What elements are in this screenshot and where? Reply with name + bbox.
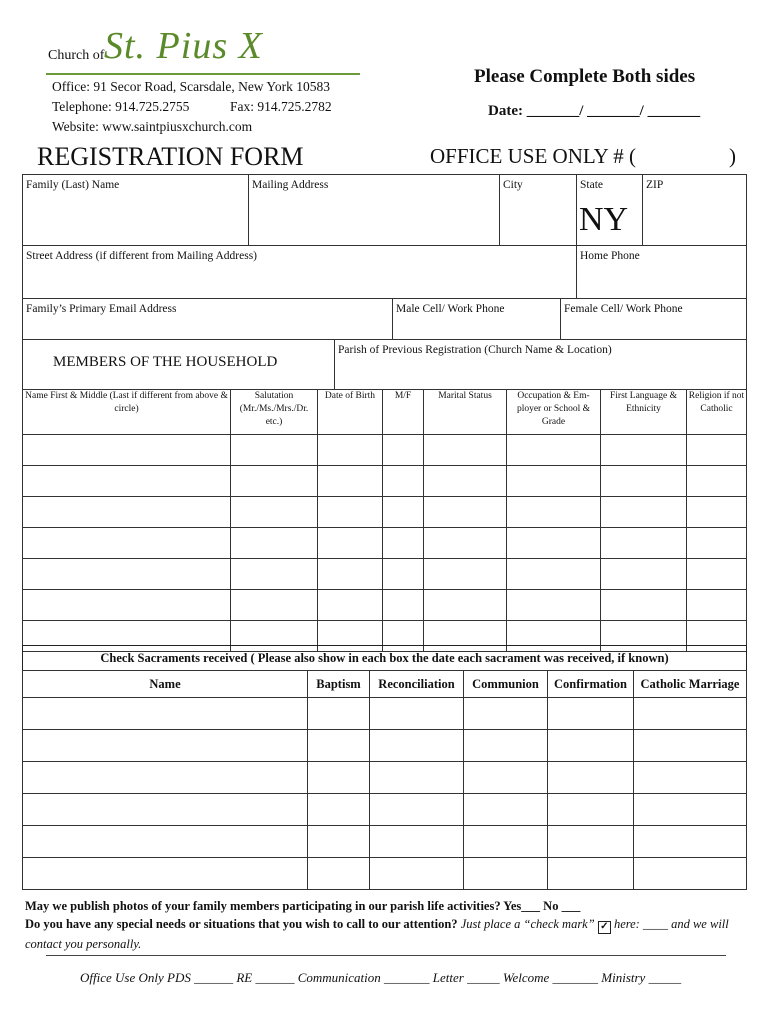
- sacrament-row: [23, 794, 747, 826]
- household-cell[interactable]: [601, 528, 687, 559]
- household-cell[interactable]: [231, 559, 318, 590]
- household-cell[interactable]: [231, 590, 318, 621]
- sacrament-cell[interactable]: [308, 762, 370, 794]
- male-cell-field[interactable]: [392, 298, 561, 340]
- street-address-label: Street Address (if different from Mailing Address): [26, 250, 258, 262]
- sacrament-row: [23, 698, 747, 730]
- household-row: [23, 528, 747, 559]
- mailing-address-label: Mailing Address: [252, 179, 329, 191]
- sacraments-table: [22, 670, 747, 890]
- office-use-number: OFFICE USE ONLY # (: [430, 144, 636, 168]
- city-label: City: [503, 179, 523, 191]
- col-religion: Religion if not Catholic: [687, 390, 747, 435]
- sacrament-cell[interactable]: [548, 826, 634, 858]
- sacrament-rows: [23, 698, 747, 890]
- household-title: MEMBERS OF THE HOUSEHOLD: [53, 354, 278, 370]
- special-needs-instruction: Just place a “check mark”: [460, 917, 595, 931]
- office-address: Office: 91 Secor Road, Scarsdale, New York 10583: [52, 79, 330, 94]
- sacrament-cell[interactable]: [370, 730, 464, 762]
- state-label: State: [580, 179, 603, 191]
- special-needs-instruction-b[interactable]: here: ____ and we will: [613, 917, 729, 931]
- office-use-footer: Office Use Only PDS ______ RE ______ Communication _______ Letter _____ Welcome _______ Ministry _____: [80, 970, 682, 985]
- household-cell[interactable]: [424, 497, 507, 528]
- home-phone-field[interactable]: [576, 245, 747, 299]
- col-name: Name First & Middle (Last if different from above & circle): [23, 390, 231, 435]
- sacrament-cell[interactable]: [370, 794, 464, 826]
- sacrament-cell[interactable]: [634, 762, 747, 794]
- col-marital: Marital Status: [424, 390, 507, 435]
- household-cell[interactable]: [507, 528, 601, 559]
- household-title-cell: [22, 339, 335, 390]
- sacrament-cell[interactable]: [308, 858, 370, 890]
- household-cell[interactable]: [424, 590, 507, 621]
- check-mark-icon: ✓: [598, 921, 611, 934]
- photo-permission-question[interactable]: May we publish photos of your family members participating in our parish life activities? Yes___ No ___: [25, 899, 581, 913]
- household-cell[interactable]: [318, 466, 383, 497]
- household-cell[interactable]: [601, 466, 687, 497]
- household-row: [23, 590, 747, 621]
- complete-both-sides-note: Please Complete Both sides: [474, 66, 696, 87]
- sacrament-cell[interactable]: [23, 698, 308, 730]
- email-label: Family’s Primary Email Address: [26, 303, 177, 315]
- household-cell[interactable]: [318, 559, 383, 590]
- col-occupation: Occupation & Em-ployer or School & Grade: [507, 390, 601, 435]
- col-sex: M/F: [383, 390, 424, 435]
- household-cell[interactable]: [383, 528, 424, 559]
- household-cell[interactable]: [383, 466, 424, 497]
- sacrament-cell[interactable]: [548, 730, 634, 762]
- sacrament-cell[interactable]: [464, 858, 548, 890]
- household-cell[interactable]: [383, 559, 424, 590]
- household-cell[interactable]: [687, 590, 747, 621]
- household-cell[interactable]: [23, 528, 231, 559]
- household-cell[interactable]: [318, 435, 383, 466]
- city-field[interactable]: [499, 174, 577, 246]
- sacrament-cell[interactable]: [370, 858, 464, 890]
- household-cell[interactable]: [687, 497, 747, 528]
- household-cell[interactable]: [507, 559, 601, 590]
- household-cell[interactable]: [318, 497, 383, 528]
- zip-label: ZIP: [646, 179, 664, 191]
- sacrament-cell[interactable]: [464, 698, 548, 730]
- date-field[interactable]: Date: _______/ _______/ _______: [488, 103, 701, 119]
- state-field[interactable]: [576, 174, 643, 246]
- special-needs-continued: contact you personally.: [25, 937, 142, 951]
- sacrament-row: [23, 826, 747, 858]
- special-needs-question[interactable]: [25, 917, 729, 934]
- street-address-field[interactable]: [22, 245, 577, 299]
- sacrament-cell[interactable]: [634, 794, 747, 826]
- household-cell[interactable]: [601, 559, 687, 590]
- church-logo-text: St. Pius X: [104, 25, 263, 67]
- col-language: First Language & Ethnicity: [601, 390, 687, 435]
- sacrament-cell[interactable]: [308, 794, 370, 826]
- household-rows: [23, 435, 747, 652]
- household-cell[interactable]: [601, 435, 687, 466]
- household-cell[interactable]: [318, 528, 383, 559]
- sacrament-cell[interactable]: [548, 698, 634, 730]
- website: Website: www.saintpiusxchurch.com: [52, 119, 253, 134]
- household-cell[interactable]: [424, 466, 507, 497]
- sac-col-marriage: Catholic Marriage: [634, 671, 747, 698]
- sacrament-cell[interactable]: [370, 826, 464, 858]
- sacrament-cell[interactable]: [634, 698, 747, 730]
- household-cell[interactable]: [507, 466, 601, 497]
- col-dob: Date of Birth: [318, 390, 383, 435]
- household-cell[interactable]: [231, 497, 318, 528]
- sacrament-row: [23, 858, 747, 890]
- sacrament-cell[interactable]: [548, 762, 634, 794]
- household-row: [23, 466, 747, 497]
- telephone: Telephone: 914.725.2755: [52, 99, 190, 114]
- sacrament-cell[interactable]: [23, 730, 308, 762]
- household-row: [23, 497, 747, 528]
- household-row: [23, 435, 747, 466]
- household-cell[interactable]: [424, 435, 507, 466]
- previous-parish-field[interactable]: [334, 339, 747, 390]
- home-phone-label: Home Phone: [580, 250, 640, 262]
- sacrament-cell[interactable]: [23, 762, 308, 794]
- church-prefix: Church of: [48, 48, 105, 63]
- mailing-address-field[interactable]: [248, 174, 500, 246]
- zip-field[interactable]: [642, 174, 747, 246]
- household-cell[interactable]: [23, 466, 231, 497]
- office-use-close: ): [729, 144, 736, 168]
- household-cell[interactable]: [601, 497, 687, 528]
- male-cell-label: Male Cell/ Work Phone: [396, 303, 505, 315]
- sacrament-cell[interactable]: [548, 858, 634, 890]
- sacrament-cell[interactable]: [464, 762, 548, 794]
- sacrament-cell[interactable]: [308, 730, 370, 762]
- household-table: [22, 389, 747, 652]
- previous-parish-label: Parish of Previous Registration (Church Name & Location): [338, 344, 612, 356]
- household-cell[interactable]: [231, 466, 318, 497]
- email-field[interactable]: [22, 298, 393, 340]
- sac-col-baptism: Baptism: [308, 671, 370, 698]
- household-cell[interactable]: [23, 497, 231, 528]
- footer-divider: [46, 955, 726, 956]
- household-cell[interactable]: [424, 528, 507, 559]
- sacrament-cell[interactable]: [370, 698, 464, 730]
- sacrament-cell[interactable]: [634, 730, 747, 762]
- sacrament-cell[interactable]: [464, 826, 548, 858]
- household-cell[interactable]: [23, 559, 231, 590]
- sacrament-cell[interactable]: [464, 730, 548, 762]
- page-title: REGISTRATION FORM: [37, 142, 304, 171]
- household-cell[interactable]: [687, 435, 747, 466]
- sac-col-name: Name: [23, 671, 308, 698]
- fax: Fax: 914.725.2782: [230, 99, 332, 114]
- sacrament-cell[interactable]: [548, 794, 634, 826]
- household-cell[interactable]: [318, 590, 383, 621]
- household-cell[interactable]: [23, 590, 231, 621]
- sacrament-cell[interactable]: [634, 858, 747, 890]
- family-name-label: Family (Last) Name: [26, 179, 120, 191]
- logo-underline: [46, 73, 360, 75]
- household-cell[interactable]: [507, 497, 601, 528]
- sac-col-confirmation: Confirmation: [548, 671, 634, 698]
- household-cell[interactable]: [687, 466, 747, 497]
- household-cell[interactable]: [601, 590, 687, 621]
- household-cell[interactable]: [23, 435, 231, 466]
- sacraments-header: Check Sacraments received ( Please also show in each box the date each sacrament was received, if known): [22, 645, 747, 671]
- sacrament-cell[interactable]: [370, 762, 464, 794]
- special-needs-text: Do you have any special needs or situations that you wish to call to our attention?: [25, 917, 458, 931]
- household-cell[interactable]: [507, 590, 601, 621]
- female-cell-label: Female Cell/ Work Phone: [564, 303, 683, 315]
- sacrament-cell[interactable]: [308, 698, 370, 730]
- family-name-field[interactable]: [22, 174, 249, 246]
- household-cell[interactable]: [231, 528, 318, 559]
- sacrament-cell[interactable]: [308, 826, 370, 858]
- household-cell[interactable]: [507, 435, 601, 466]
- state-value: NY: [579, 201, 629, 238]
- sacrament-cell[interactable]: [23, 826, 308, 858]
- sacrament-cell[interactable]: [23, 794, 308, 826]
- col-salutation: Salutation (Mr./Ms./Mrs./Dr. etc.): [231, 390, 318, 435]
- household-cell[interactable]: [383, 497, 424, 528]
- household-cell[interactable]: [687, 528, 747, 559]
- household-cell[interactable]: [231, 435, 318, 466]
- household-row: [23, 559, 747, 590]
- sacrament-cell[interactable]: [23, 858, 308, 890]
- household-cell[interactable]: [383, 435, 424, 466]
- sacrament-cell[interactable]: [634, 826, 747, 858]
- sacrament-cell[interactable]: [464, 794, 548, 826]
- female-cell-field[interactable]: [560, 298, 747, 340]
- sacrament-row: [23, 730, 747, 762]
- sacrament-row: [23, 762, 747, 794]
- household-cell[interactable]: [687, 559, 747, 590]
- sac-col-communion: Communion: [464, 671, 548, 698]
- sac-col-reconciliation: Reconciliation: [370, 671, 464, 698]
- household-cell[interactable]: [424, 559, 507, 590]
- household-cell[interactable]: [383, 590, 424, 621]
